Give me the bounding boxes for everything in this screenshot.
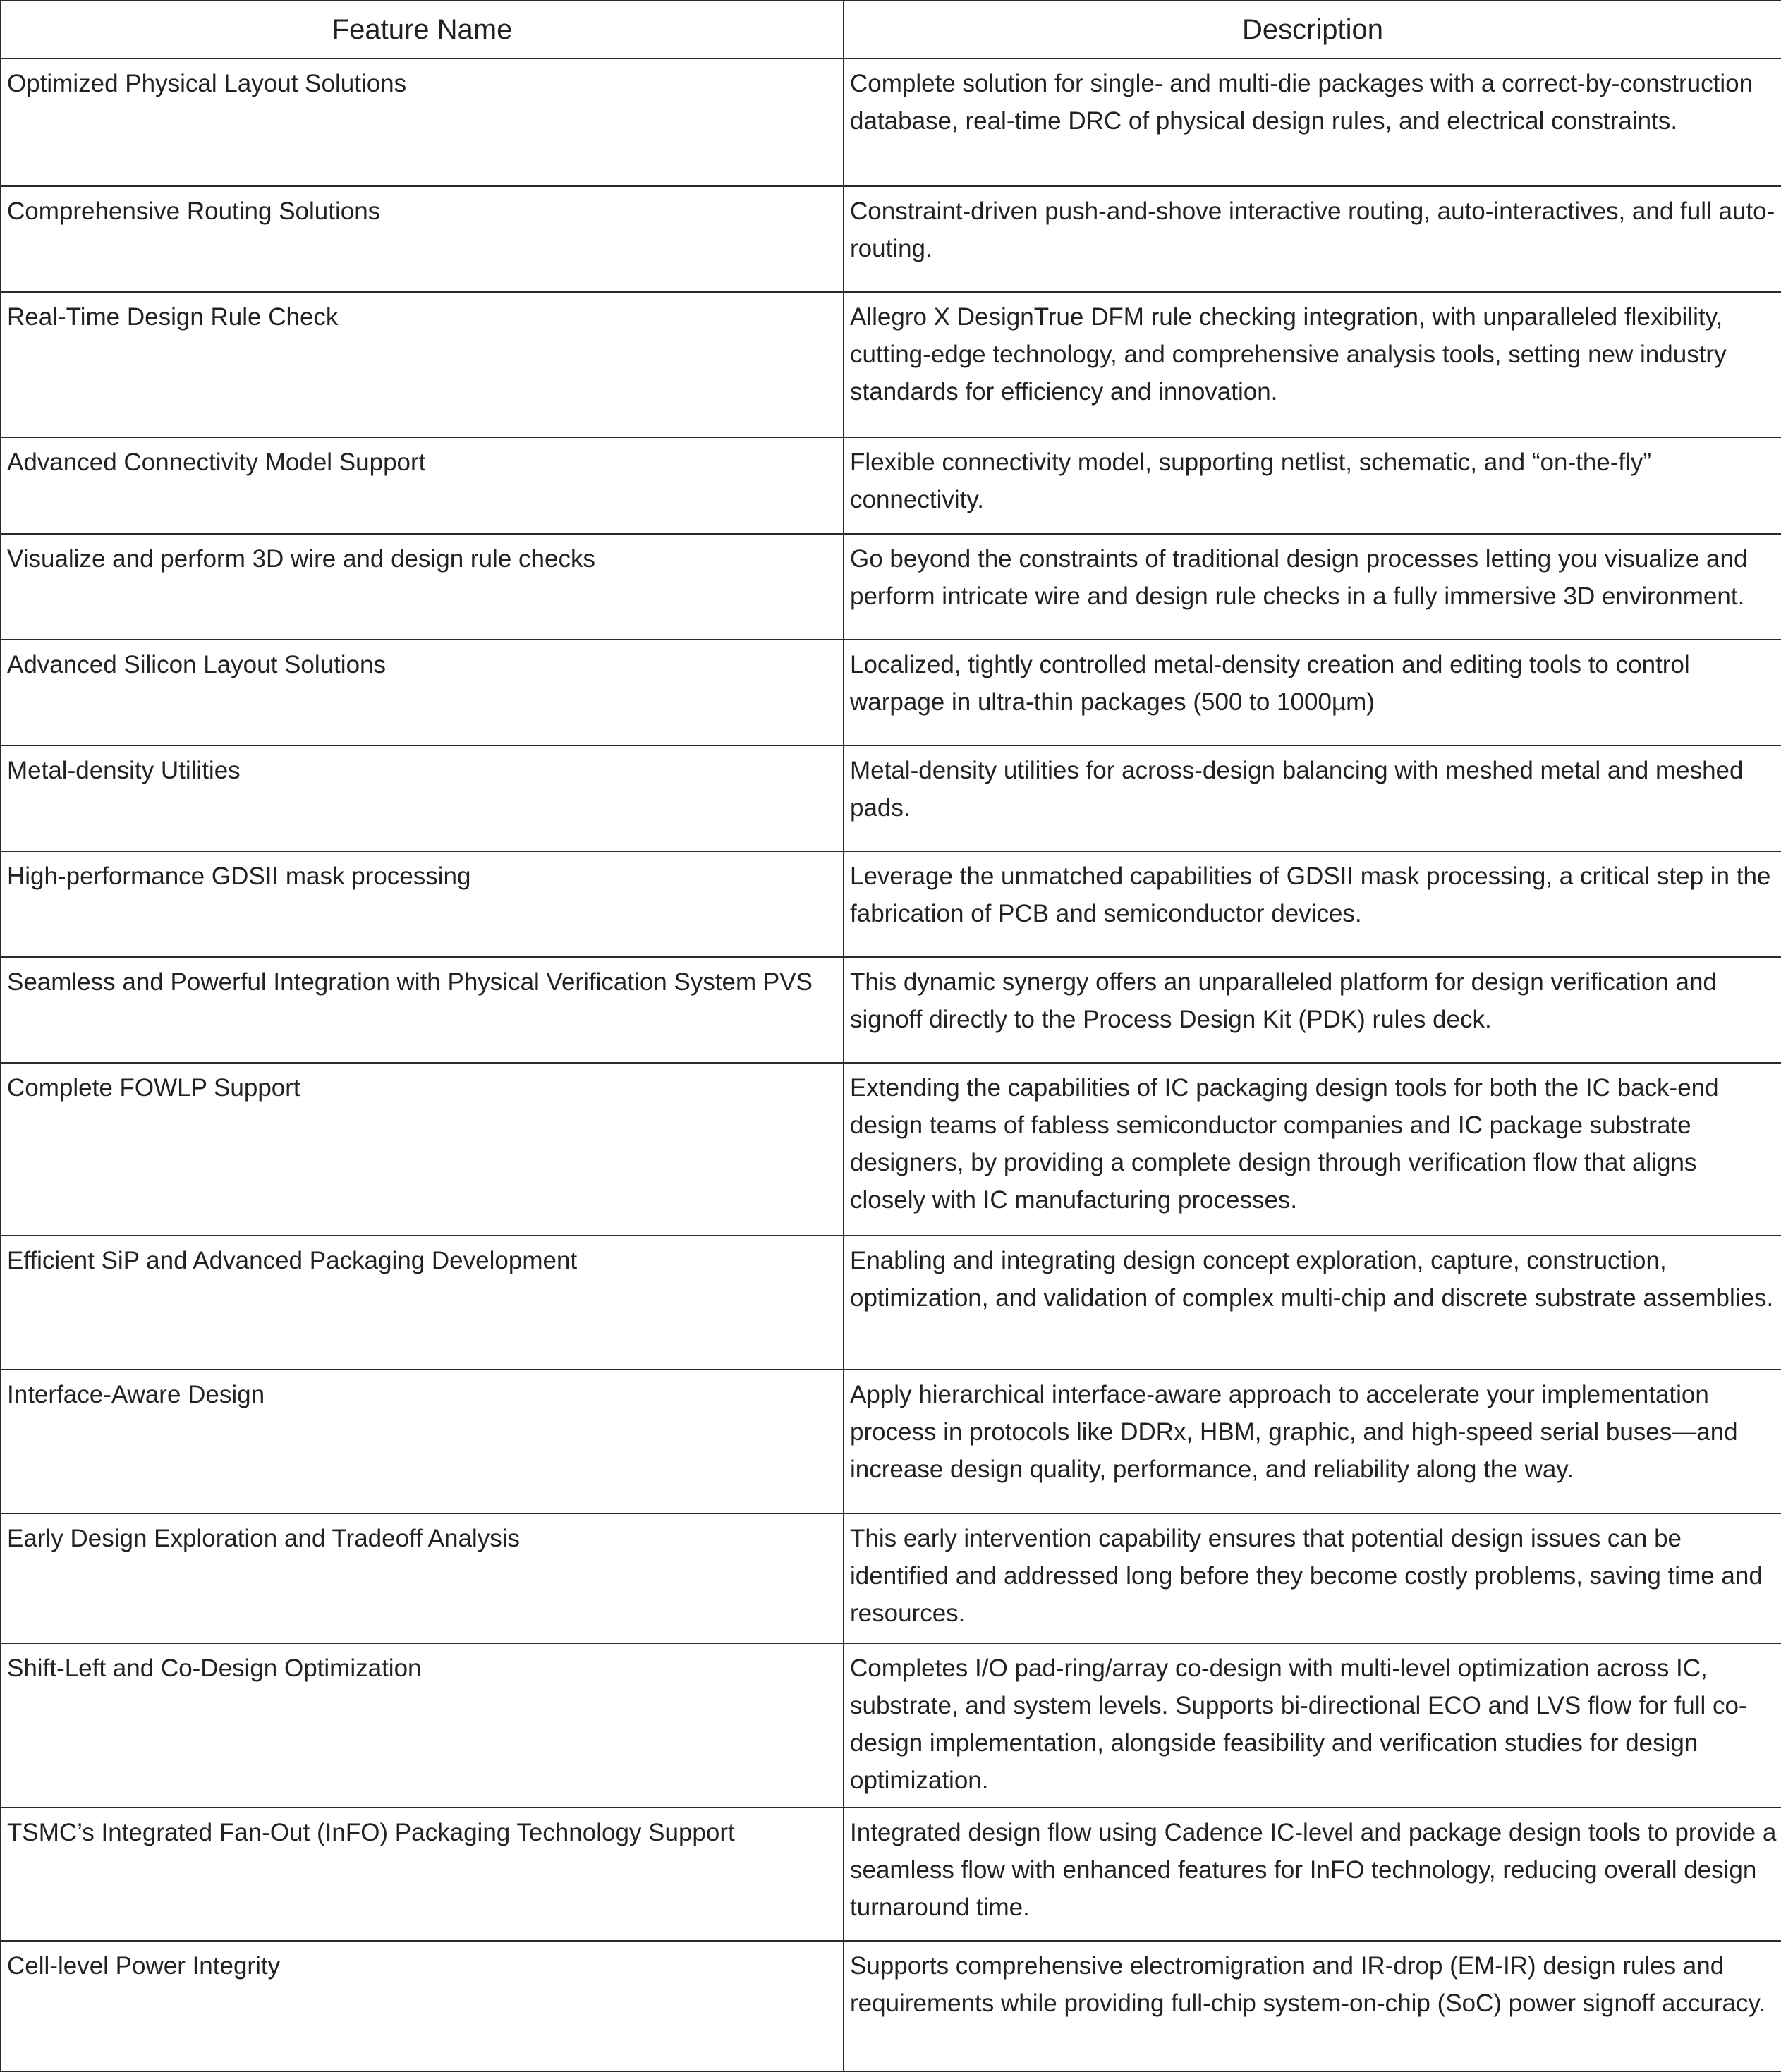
feature-name-cell: Shift-Left and Co-Design Optimization <box>1 1643 844 1808</box>
description-cell: Apply hierarchical interface-aware approach to accelerate your implementation process in protocols like DDRx, HBM, graphic, and high-speed serial buses—and increase design quality, performance, and reliability along the way. <box>844 1370 1781 1513</box>
feature-name-cell: Visualize and perform 3D wire and design rule checks <box>1 534 844 640</box>
description-cell: Extending the capabilities of IC packaging design tools for both the IC back-end design teams of fabless semiconductor companies and IC package substrate designers, by providing a complete design through verification flow that aligns closely with IC manufacturing processes. <box>844 1063 1781 1236</box>
feature-name-cell: High-performance GDSII mask processing <box>1 851 844 957</box>
table-row <box>1 1513 1781 1643</box>
table-row <box>1 1370 1781 1513</box>
description-cell: Completes I/O pad-ring/array co-design with multi-level optimization across IC, substrate, and system levels. Supports bi-directional ECO and LVS flow for full co-design implementation, alongside feasibility and verification studies for design optimization. <box>844 1643 1781 1808</box>
table-row <box>1 1808 1781 1941</box>
feature-name-cell: Advanced Connectivity Model Support <box>1 437 844 534</box>
description-cell: Allegro X DesignTrue DFM rule checking integration, with unparalleled flexibility, cutting-edge technology, and comprehensive analysis tools, setting new industry standards for efficiency and innovation. <box>844 292 1781 437</box>
description-cell: Complete solution for single- and multi-die packages with a correct-by-construction database, real-time DRC of physical design rules, and electrical constraints. <box>844 59 1781 186</box>
header-row <box>1 1 1781 59</box>
feature-name-cell: Cell-level Power Integrity <box>1 1941 844 2071</box>
description-cell: This dynamic synergy offers an unparalleled platform for design verification and signoff directly to the Process Design Kit (PDK) rules deck. <box>844 957 1781 1063</box>
table-row <box>1 59 1781 186</box>
description-cell: Go beyond the constraints of traditional design processes letting you visualize and perform intricate wire and design rule checks in a fully immersive 3D environment. <box>844 534 1781 640</box>
table-row <box>1 745 1781 851</box>
description-cell: Enabling and integrating design concept exploration, capture, construction, optimization, and validation of complex multi-chip and discrete substrate assemblies. <box>844 1236 1781 1370</box>
header-description: Description <box>844 1 1781 59</box>
description-cell: Localized, tightly controlled metal-density creation and editing tools to control warpage in ultra-thin packages (500 to 1000µm) <box>844 640 1781 745</box>
table-row <box>1 1941 1781 2071</box>
feature-name-cell: Seamless and Powerful Integration with Physical Verification System PVS <box>1 957 844 1063</box>
header-feature-name: Feature Name <box>1 1 844 59</box>
feature-name-cell: Metal-density Utilities <box>1 745 844 851</box>
table-row <box>1 437 1781 534</box>
feature-name-cell: Optimized Physical Layout Solutions <box>1 59 844 186</box>
feature-name-cell: Interface-Aware Design <box>1 1370 844 1513</box>
feature-name-cell: Complete FOWLP Support <box>1 1063 844 1236</box>
description-cell: Integrated design flow using Cadence IC-level and package design tools to provide a seamless flow with enhanced features for InFO technology, reducing overall design turnaround time. <box>844 1808 1781 1941</box>
feature-name-cell: Early Design Exploration and Tradeoff Analysis <box>1 1513 844 1643</box>
description-cell: Flexible connectivity model, supporting netlist, schematic, and “on-the-fly” connectivity. <box>844 437 1781 534</box>
table-row <box>1 640 1781 745</box>
table-row <box>1 851 1781 957</box>
table-row <box>1 957 1781 1063</box>
table-row <box>1 1643 1781 1808</box>
table-row <box>1 292 1781 437</box>
feature-name-cell: TSMC’s Integrated Fan-Out (InFO) Packaging Technology Support <box>1 1808 844 1941</box>
table-row <box>1 186 1781 292</box>
description-cell: This early intervention capability ensures that potential design issues can be identified and addressed long before they become costly problems, saving time and resources. <box>844 1513 1781 1643</box>
description-cell: Leverage the unmatched capabilities of GDSII mask processing, a critical step in the fabrication of PCB and semiconductor devices. <box>844 851 1781 957</box>
feature-name-cell: Efficient SiP and Advanced Packaging Development <box>1 1236 844 1370</box>
feature-name-cell: Advanced Silicon Layout Solutions <box>1 640 844 745</box>
feature-name-cell: Comprehensive Routing Solutions <box>1 186 844 292</box>
description-cell: Supports comprehensive electromigration and IR-drop (EM-IR) design rules and requirements while providing full-chip system-on-chip (SoC) power signoff accuracy. <box>844 1941 1781 2071</box>
description-cell: Constraint-driven push-and-shove interactive routing, auto-interactives, and full auto-routing. <box>844 186 1781 292</box>
table-row <box>1 534 1781 640</box>
feature-name-cell: Real-Time Design Rule Check <box>1 292 844 437</box>
table-row <box>1 1063 1781 1236</box>
description-cell: Metal-density utilities for across-design balancing with meshed metal and meshed pads. <box>844 745 1781 851</box>
table-row <box>1 1236 1781 1370</box>
